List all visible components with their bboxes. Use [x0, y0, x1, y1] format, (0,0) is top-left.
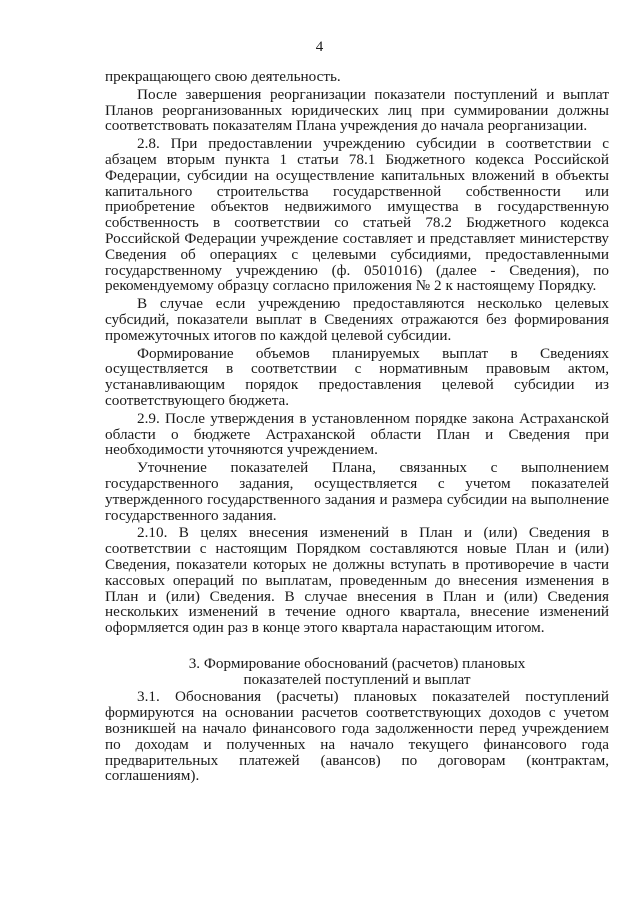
document-body — [105, 69, 609, 784]
paragraph-continuation: прекращающего свою деятельность. — [105, 68, 341, 85]
paragraph-2-9: 2.9. После утверждения в установленном порядке закона Астраханской области о бюджете Астраханской области План и Сведения при необходимости уточняются учреждением. — [105, 409, 609, 459]
paragraph-reorganization: После завершения реорганизации показатели поступлений и выплат Планов реорганизованных юридических лиц при суммировании должны соответствовать показателям Плана учреждения до начала реорганизации. — [105, 85, 609, 135]
page-number: 4 — [315, 39, 324, 55]
section-heading — [105, 656, 609, 688]
paragraph-plan-clarification: Уточнение показателей Плана, связанных с выполнением государственного задания, осуществляется с учетом показателей утвержденного государственного задания и размера субсидии на выполнение государственного задания. — [105, 459, 609, 524]
section-heading-line-1: 3. Формирование обоснований (расчетов) плановых — [188, 654, 526, 672]
section-heading-line-2: показателей поступлений и выплат — [243, 670, 471, 688]
paragraph-2-10: 2.10. В целях внесения изменений в План и (или) Сведения в соответствии с настоящим Порядком составляются новые План и (или) Сведения, показатели которых не должны вступать в противоречие в части кассовых операций по выплатам, проведенным до внесения изменения в План и (или) Сведения. В случае внесения в План и (или) Сведения нескольких изменений в течение одного квартала, внесение изменений оформляется один раз в конце этого квартала нарастающим итогом. — [105, 524, 609, 637]
paragraph-2-8: 2.8. При предоставлении учреждению субсидии в соответствии с абзацем вторым пункта 1 статьи 78.1 Бюджетного кодекса Российской Федерации, субсидии на осуществление капитальных вложений в объекты капитального строительства государственной собственности или приобретение объектов недвижимого имущества в государственную собственность в соответствии со статьей 78.2 Бюджетного кодекса Российской Федерации учреждение составляет и представляет министерству Сведения об операциях с целевыми субсидиями, предоставленными государственному учреждению (ф. 0501016) (далее - Сведения), по рекомендуемому образцу согласно приложения № 2 к настоящему Порядку. — [105, 135, 609, 295]
paragraph-multiple-subsidies: В случае если учреждению предоставляются несколько целевых субсидий, показатели выплат в Сведениях отражаются без формирования промежуточных итогов по каждой целевой субсидии. — [105, 295, 609, 344]
paragraph-payments-formation: Формирование объемов планируемых выплат в Сведениях осуществляется в соответствии с нормативным правовым актом, устанавливающим порядок предоставления целевой субсидии из соответствующего бюджета. — [105, 344, 609, 409]
paragraph-3-1: 3.1. Обоснования (расчеты) плановых показателей поступлений формируются на основании расчетов соответствующих доходов с учетом возникшей на начало финансового года задолженности перед учреждением по доходам и полученных на начало текущего финансового года предварительных платежей (авансов) по договорам (контрактам, соглашениям). — [105, 688, 609, 785]
